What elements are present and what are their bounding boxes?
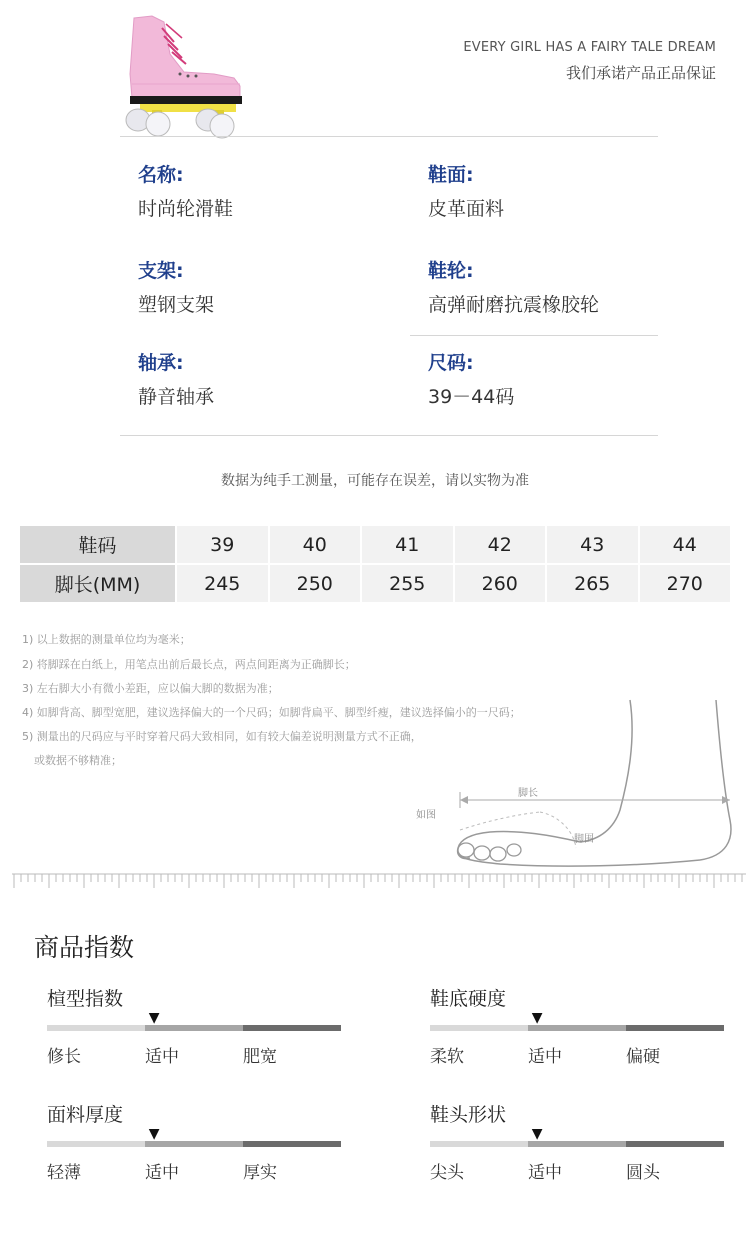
table-header-cell: 鞋码	[20, 526, 176, 564]
instruction-line: 3) 左右脚大小有微小差距，应以偏大脚的数据为准；	[22, 682, 279, 695]
table-cell: 44	[639, 526, 732, 564]
table-cell: 270	[639, 564, 732, 603]
instruction-line: 2) 将脚踩在白纸上，用笔点出前后最长点，两点间距离为正确脚长；	[22, 658, 356, 671]
table-cell: 40	[269, 526, 362, 564]
instruction-line: 1) 以上数据的测量单位均为毫米；	[22, 633, 191, 646]
spec-label-name: 名称:	[138, 164, 184, 186]
table-row	[20, 526, 731, 564]
index-marker-icon: ▼	[148, 1010, 160, 1026]
ruler	[12, 872, 746, 890]
foot-length-label: 脚长	[518, 788, 538, 799]
divider	[120, 136, 658, 137]
index-scale-label: 适中	[145, 1163, 179, 1183]
foot-girth-label: 脚围	[574, 834, 594, 845]
figure-label: 如图	[416, 810, 436, 821]
index-bar-segment	[47, 1141, 145, 1147]
index-scale-label: 适中	[528, 1047, 562, 1067]
index-scale-label: 柔软	[430, 1047, 464, 1067]
index-name: 鞋头形状	[430, 1104, 507, 1126]
table-header-cell: 脚长(MM)	[20, 564, 176, 603]
tagline-chinese: 我们承诺产品正品保证	[565, 64, 716, 82]
index-name: 面料厚度	[47, 1104, 124, 1126]
index-marker-icon: ▼	[531, 1126, 543, 1142]
table-cell: 245	[176, 564, 269, 603]
index-name: 楦型指数	[47, 988, 124, 1010]
index-scale-label: 偏硬	[626, 1047, 660, 1067]
foot-diagram	[400, 690, 750, 875]
index-scale-label: 肥宽	[243, 1047, 277, 1067]
spec-label-wheel: 鞋轮:	[428, 260, 474, 282]
product-index-title: 商品指数	[34, 933, 135, 962]
table-cell: 255	[361, 564, 454, 603]
index-marker-icon: ▼	[531, 1010, 543, 1026]
index-scale-label: 厚实	[243, 1163, 277, 1183]
instruction-line: 5) 测量出的尺码应与平时穿着尺码大致相同，如有较大偏差说明测量方式不正确，	[22, 730, 422, 743]
index-scale-label: 适中	[145, 1047, 179, 1067]
spec-label-size: 尺码:	[428, 352, 474, 374]
table-cell: 265	[546, 564, 639, 603]
size-table	[20, 526, 732, 604]
index-bar-segment	[243, 1025, 341, 1031]
table-cell: 260	[454, 564, 547, 603]
spec-label-bearing: 轴承:	[138, 352, 184, 374]
spec-value-upper: 皮革面料	[428, 198, 505, 220]
table-cell: 43	[546, 526, 639, 564]
index-bar-segment	[430, 1141, 528, 1147]
index-toe-shape	[430, 1100, 726, 1200]
table-cell: 250	[269, 564, 362, 603]
spec-value-bearing: 静音轴承	[138, 386, 215, 408]
index-last-type	[47, 984, 343, 1084]
spec-value-wheel: 高弹耐磨抗震橡胶轮	[428, 294, 600, 316]
spec-value-frame: 塑钢支架	[138, 294, 215, 316]
table-cell: 39	[176, 526, 269, 564]
tagline-english: EVERY GIRL HAS A FAIRY TALE DREAM	[463, 40, 716, 55]
index-scale-label: 适中	[528, 1163, 562, 1183]
index-scale-label: 圆头	[626, 1163, 660, 1183]
table-cell: 41	[361, 526, 454, 564]
divider	[120, 435, 658, 436]
index-marker-icon: ▼	[148, 1126, 160, 1142]
instruction-line: 4) 如脚背高、脚型宽肥，建议选择偏大的一个尺码；如脚背扁平、脚型纤瘦，建议选择偏小的一尺码；	[22, 706, 521, 719]
index-scale-label: 修长	[47, 1047, 81, 1067]
index-bar-segment	[626, 1141, 724, 1147]
spec-value-size: 39－44码	[428, 386, 515, 408]
index-fabric-thickness	[47, 1100, 343, 1200]
table-row	[20, 564, 731, 603]
spec-label-frame: 支架:	[138, 260, 184, 282]
instruction-line: 或数据不够精准；	[34, 754, 122, 767]
index-scale-label: 尖头	[430, 1163, 464, 1183]
index-bar-segment	[47, 1025, 145, 1031]
table-cell: 42	[454, 526, 547, 564]
spec-value-name: 时尚轮滑鞋	[138, 198, 234, 220]
index-scale-label: 轻薄	[47, 1163, 81, 1183]
index-sole-hardness	[430, 984, 726, 1084]
divider	[410, 335, 658, 336]
measurement-note: 数据为纯手工测量，可能存在误差，请以实物为准	[221, 473, 529, 489]
index-name: 鞋底硬度	[430, 988, 507, 1010]
index-bar-segment	[430, 1025, 528, 1031]
index-bar-segment	[243, 1141, 341, 1147]
roller-skate-image	[122, 14, 250, 140]
index-bar-segment	[626, 1025, 724, 1031]
spec-label-upper: 鞋面:	[428, 164, 474, 186]
